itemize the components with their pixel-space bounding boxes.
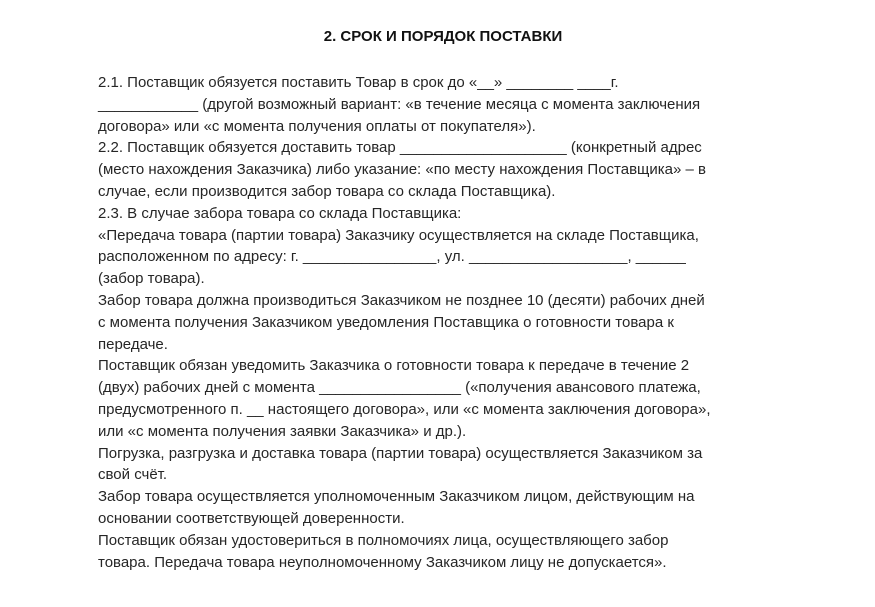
- authorized-person-line-2: основании соответствующей доверенности.: [98, 509, 405, 527]
- section-title: 2. СРОК И ПОРЯДОК ПОСТАВКИ: [323, 28, 563, 45]
- clause-2-1-line-2: ____________ (другой возможный вариант: «в течение месяца с момента заключения: [98, 95, 701, 113]
- pickup-deadline-line-3: передаче.: [98, 335, 168, 353]
- clause-2-1-line-1: 2.1. Поставщик обязуется поставить Товар в срок до «__» ________ ____г.: [98, 74, 619, 91]
- clause-2-3-line-2: расположенном по адресу: г. ________________, ул. ___________________, ______: [98, 248, 686, 266]
- verification-line-1: Поставщик обязан удостовериться в полномочиях лица, осуществляющего забор: [98, 531, 669, 549]
- notification-line-3: предусмотренного п. __ настоящего договора», или «с момента заключения договора»,: [98, 400, 711, 418]
- clause-2-1-line-3: договора» или «с момента получения оплаты от покупателя»).: [98, 117, 536, 135]
- pickup-deadline-line-2: с момента получения Заказчиком уведомления Поставщика о готовности товара к: [98, 313, 674, 331]
- loading-line-2: свой счёт.: [98, 466, 168, 484]
- clause-2-2-line-1: 2.2. Поставщик обязуется доставить товар ____________________ (конкретный адрес: [98, 139, 702, 157]
- section-body: [98, 72, 788, 573]
- verification-line-2: товара. Передача товара неуполномоченному Заказчиком лицу не допускается».: [98, 553, 667, 571]
- loading-line-1: Погрузка, разгрузка и доставка товара (партии товара) осуществляется Заказчиком за: [98, 444, 703, 462]
- clause-2-3-line-3: (забор товара).: [98, 270, 205, 288]
- clause-2-2-line-2: (место нахождения Заказчика) либо указание: «по месту нахождения Поставщика» – в: [98, 161, 706, 179]
- clause-2-3-line-1: «Передача товара (партии товара) Заказчику осуществляется на складе Поставщика,: [98, 226, 699, 244]
- clause-2-3-heading: 2.3. В случае забора товара со склада Поставщика:: [98, 204, 462, 222]
- notification-line-4: или «с момента получения заявки Заказчика» и др.).: [98, 422, 467, 440]
- notification-line-1: Поставщик обязан уведомить Заказчика о готовности товара к передаче в течение 2: [98, 357, 690, 375]
- authorized-person-line-1: Забор товара осуществляется уполномоченным Заказчиком лицом, действующим на: [98, 488, 695, 506]
- clause-2-2-line-3: случае, если производится забор товара со склада Поставщика).: [98, 182, 556, 200]
- pickup-deadline-line-1: Забор товара должна производиться Заказчиком не позднее 10 (десяти) рабочих дней: [98, 291, 705, 309]
- notification-line-2: (двух) рабочих дней с момента _________________ («получения авансового платежа,: [98, 379, 701, 397]
